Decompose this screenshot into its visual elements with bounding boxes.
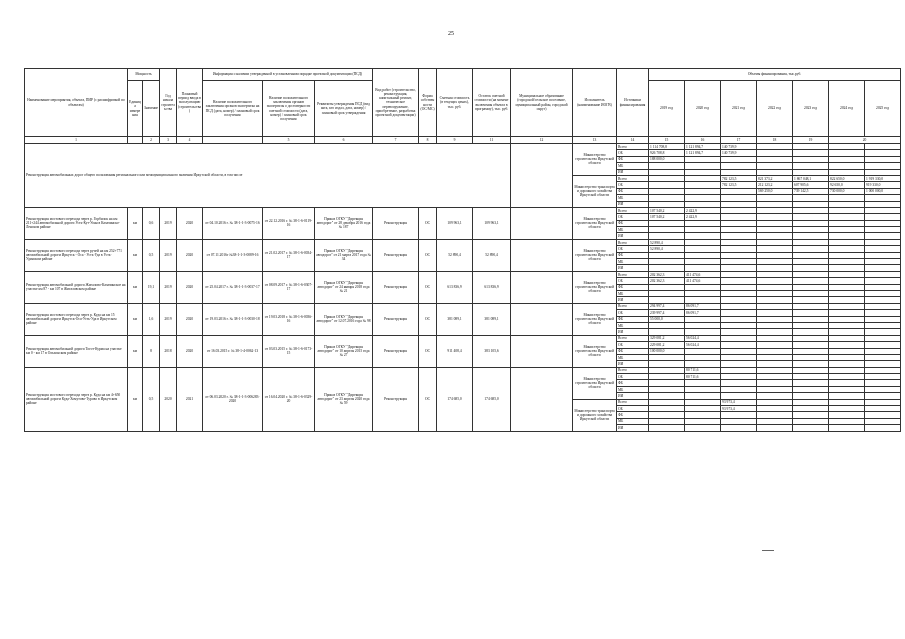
object-form: ОС [419,335,437,367]
executor-cell: Министерство строительства Иркутской области [573,335,617,367]
object-estimated: 52 890,4 [437,239,473,271]
object-estimated: 109 963,1 [437,207,473,239]
column-number: 12 [511,137,573,144]
funding-value [685,425,721,431]
object-remain: 174 685,0 [473,367,511,431]
funding-value: 56 024,4 [685,342,721,348]
funding-value: 411 474,6 [685,271,721,277]
object-cost: от 08.09.2017 г. № 38-1-6-0307-17 [263,271,315,303]
object-unit: км [128,271,143,303]
object-year-start: 2019 [160,303,177,335]
funding-source: Всего [617,271,649,277]
hdr-year-2025: 2025 год [865,81,901,137]
object-year-start: 2019 [160,239,177,271]
object-remain: 381 089,1 [473,303,511,335]
object-name: Реконструкция мостового перехода через р. Куда на км 15 автомобильной дороги Иркутск-Оса-Усть-Уда в Иркутском районе [25,303,128,335]
hdr-year-2020: 2020 год [685,81,721,137]
funding-source: ИИ [617,329,649,335]
funding-value: 782 123,5 [721,175,757,181]
hdr-value: Значение [143,81,160,137]
funding-source: ФБ [617,252,649,258]
object-cost: от 03.03.2015 г. № 38-1-6-0173-15 [263,335,315,367]
column-number: 17 [721,137,757,144]
object-year-start: 2020 [160,367,177,431]
funding-value: 239 997,4 [649,310,685,316]
hdr-form: Форма собственности (ОС/МС) [419,69,437,137]
funding-source: МБ [617,163,649,169]
funding-value: 52 890,4 [649,246,685,252]
funding-source: ФБ [617,156,649,162]
funding-source: ФБ [617,284,649,290]
object-year-start: 2019 [160,271,177,303]
object-estimated: 613 836,9 [437,271,473,303]
hdr-municipal: Муниципальное образование (городской/сельское поселение, муниципальный район, городской округ) [511,69,573,137]
table-header [25,69,901,144]
object-expert: от 19.03.2016 г. № 38-1-1-3-0030-18 [203,303,263,335]
funding-source: ФБ [617,188,649,194]
object-year-start: 2018 [160,335,177,367]
object-name: Реконструкция автомобильной дороги Тогот-Курма на участке км 0 - км 17 в Ольхонском районе [25,335,128,367]
funding-value: 202 362,3 [649,278,685,284]
funding-value [649,425,685,431]
column-number: 7 [373,137,419,144]
funding-value: 411 474,6 [685,278,721,284]
hdr-capacity: Мощность [128,69,160,81]
funding-value: 140 739,9 [721,150,757,156]
object-works: Реконструкция [373,303,419,335]
hdr-positive-expert: Наличие положительного заключения органов экспертизы на ПСД (дата, номер) / плановый срок получения [203,81,263,137]
funding-value: 294 997,4 [649,303,685,309]
object-works: Реконструкция [373,367,419,431]
funding-value: 229 081,2 [649,342,685,348]
funding-value: 100 000,0 [649,348,685,354]
object-requisites: Приказ ОГКУ "Дирекция автодорог" от 28 декабря 2016 года № 187 [315,207,373,239]
funding-source: ОБ [617,150,649,156]
object-value: 8 [143,335,160,367]
object-form: ОС [419,367,437,431]
funding-source: ИИ [617,265,649,271]
column-number-row [25,137,901,144]
object-expert: от 06.03.2020 г. № 38-1-1-3-006283-2020 [203,367,263,431]
object-value: 1,6 [143,303,160,335]
object-requisites: Приказ ОГКУ "Дирекция автодорог" от 21 марта 2017 года № 34 [315,239,373,271]
object-requisites: Приказ ОГКУ "Дирекция автодорог" от 24 января 2018 года № 21 [315,271,373,303]
executor-cell: Министерство строительства Иркутской области [573,303,617,335]
object-value: 19,1 [143,271,160,303]
funding-value: 202 362,3 [649,271,685,277]
funding-value: 821 373,2 [757,175,793,181]
object-municipal [511,207,573,239]
funding-source: Всего [617,335,649,341]
funding-value: 55 000,0 [649,316,685,322]
object-municipal [511,239,573,271]
funding-value: 782 123,5 [721,182,757,188]
object-value: 0,5 [143,239,160,271]
executor-cell: Министерство строительства Иркутской области [573,239,617,271]
funding-value: 607 905,6 [793,182,829,188]
object-estimated: 381 089,1 [437,303,473,335]
funding-value: 1 000 000,0 [865,188,901,194]
funding-value: 926 708,8 [649,150,685,156]
funding-value: 107 540,2 [649,214,685,220]
funding-value: 93 973,4 [721,399,757,405]
object-expert: от 04.10.2016 г. № 38-1-1-3-0075-16 [203,207,263,239]
funding-source: МБ [617,227,649,233]
object-form: ОС [419,271,437,303]
object-requisites: Приказ ОГКУ "Дирекция автодорог" от 10 апреля 2015 года № 27 [315,335,373,367]
object-form: ОС [419,303,437,335]
object-remain: 52 890,4 [473,239,511,271]
object-estimated: 911 408,4 [437,335,473,367]
funding-source: ОБ [617,310,649,316]
funding-source: МБ [617,195,649,201]
executor-cell: Министерство строительства Иркутской области [573,207,617,239]
column-number [128,137,143,144]
object-cost: от 21.02.2017 г. № 38-1-6-0034-17 [263,239,315,271]
table-body [25,144,901,432]
object-year-plan: 2020 [177,335,203,367]
hdr-name: Наименование мероприятия, объекта, ПИР (с расшифровкой по объектам) [25,69,128,137]
funding-source: МБ [617,418,649,424]
object-year-start: 2019 [160,207,177,239]
column-number: 4 [177,137,203,144]
column-number: 15 [649,137,685,144]
column-number: 16 [685,137,721,144]
funding-source: Всего [617,367,649,373]
funding-source: ОБ [617,214,649,220]
object-works: Реконструкция [373,271,419,303]
column-number: 13 [573,137,617,144]
funding-source: ИИ [617,425,649,431]
funding-source: ФБ [617,348,649,354]
funding-source: ИИ [617,201,649,207]
funding-value: 56 024,4 [685,335,721,341]
funding-value: 140 739,9 [721,144,757,150]
funding-source: ОБ [617,406,649,412]
group-title: Реконструкция автомобильных дорог общего пользования регионального или межмуниципального значения Иркутской области, в том числе [25,144,511,208]
funding-value: 1 919 330,0 [865,175,901,181]
funding-source: Всего [617,207,649,213]
hdr-year-start: Год начала строительства [160,69,177,137]
column-number: 18 [757,137,793,144]
funding-value: 329 081,2 [649,335,685,341]
object-year-plan: 2020 [177,239,203,271]
object-expert: от 07.11.2016г №38-1-1-3-0089-16 [203,239,263,271]
object-cost: от 22.12.2016 г. № 38-1-6-0119-16 [263,207,315,239]
hdr-year-2024: 2024 год [829,81,865,137]
object-unit: км [128,207,143,239]
object-municipal [511,335,573,367]
column-number: 14 [617,137,649,144]
funding-value [721,425,757,431]
funding-value [757,425,793,431]
hdr-estimated: Сметная стоимость (в текущих ценах), тыс. руб. [437,69,473,137]
column-number: 2 [143,137,160,144]
object-year-plan: 2020 [177,271,203,303]
funding-source: ИИ [617,393,649,399]
funding-value: 80 711,6 [685,374,721,380]
funding-source: ФБ [617,316,649,322]
page-number: 25 [448,31,454,37]
funding-value: 92 650,0 [829,182,865,188]
hdr-funding: Объемы финансирования, тыс.руб. [649,69,901,81]
funding-value [829,425,865,431]
object-name: Реконструкция автомобильной дороги Жигалово-Казачинское на участке км 87 - км 107 в Жигаловском районе [25,271,128,303]
object-works: Реконструкция [373,239,419,271]
funding-value: 2 422,9 [685,207,721,213]
column-number: 1 [25,137,128,144]
object-remain: 383 105,6 [473,335,511,367]
funding-value: 86 091,7 [685,303,721,309]
funding-source: Всего [617,144,649,150]
funding-value: 919 330,0 [865,182,901,188]
column-number: 9 [437,137,473,144]
object-year-plan: 2020 [177,303,203,335]
object-year-plan: 2020 [177,207,203,239]
hdr-unit: Единица измерения [128,81,143,137]
hdr-year-plan: Плановый период ввода в эксплуатацию (строительства) [177,69,203,137]
column-number: 11 [473,137,511,144]
funding-source: МБ [617,259,649,265]
funding-source: ОБ [617,278,649,284]
executor-cell: Министерство транспорта и дорожного хозяйства Иркутской области [573,399,617,431]
object-value: 0,6 [143,207,160,239]
funding-source: ОБ [617,342,649,348]
hdr-works: Вид работ (строительство, реконструкция, капитальный ремонт, техническое перевооружение, приобретение, разработка проектной документации) [373,69,419,137]
executor-cell: Министерство строительства Иркутской области [573,144,617,176]
funding-value [865,425,901,431]
funding-value: 93 973,4 [721,406,757,412]
object-estimated: 174 685,0 [437,367,473,431]
hdr-positive-cost: Наличие положительного заключения органов экспертизы о достоверности сметной стоимости (дата, номер) / плановый срок получения [263,81,315,137]
hdr-requisites: Реквизиты утверждения ПСД (вид акта, кто издал, дата, номер) / плановый срок утверждения [315,81,373,137]
funding-source: ИИ [617,361,649,367]
funding-value: 86 091,7 [685,310,721,316]
hdr-sources: Источники финансирования [617,69,649,137]
funding-source: ОБ [617,374,649,380]
column-number [203,137,263,144]
funding-source: МБ [617,386,649,392]
object-requisites: Приказ ОГКУ "Дирекция автодорог" от 12.07.2016 года № 98 [315,303,373,335]
funding-value: 730 000,0 [829,188,865,194]
funding-source: ИИ [617,297,649,303]
funding-source: ФБ [617,220,649,226]
funding-value: 2 422,9 [685,214,721,220]
object-value: 0,5 [143,367,160,431]
column-number: 8 [419,137,437,144]
funding-source: ФБ [617,380,649,386]
funding-value: 80 711,6 [685,367,721,373]
executor-cell: Министерство строительства Иркутской области [573,367,617,399]
object-works: Реконструкция [373,335,419,367]
investment-program-table [24,68,901,432]
object-form: ОС [419,239,437,271]
funding-source: МБ [617,322,649,328]
funding-source: МБ [617,354,649,360]
object-name: Реконструкция мостового перехода через р. Горбилок на км 211+244 автомобильной дороги Усть-Кут-Уоян в Казачинско-Ленском районе [25,207,128,239]
funding-value: 212 123,2 [757,182,793,188]
object-name: Реконструкция мостового перехода через р. Куда на км 4+650 автомобильной дороги Куда-Хомутово-Турово в Иркутском районе [25,367,128,431]
object-cost: от 19.03.2018 г. № 38-1-6-0036-16 [263,303,315,335]
funding-source: Всего [617,175,649,181]
object-unit: км [128,367,143,431]
funding-source: ИИ [617,169,649,175]
object-municipal [511,271,573,303]
column-number: 19 [793,137,829,144]
executor-cell: Министерство строительства Иркутской области [573,271,617,303]
funding-source: ИИ [617,233,649,239]
funding-value: 569 250,0 [757,188,793,194]
funding-value: 52 890,4 [649,239,685,245]
funding-source: Всего [617,399,649,405]
object-cost: от 16.04.2020 г. № 38-1-6-0329-20 [263,367,315,431]
object-year-plan: 2021 [177,367,203,431]
column-number: 20 [829,137,901,144]
object-remain: 613 836,9 [473,271,511,303]
funding-source: МБ [617,290,649,296]
funding-source: Всего [617,303,649,309]
funding-source: ФБ [617,412,649,418]
funding-value: 1 114 708,8 [649,144,685,150]
object-expert: от 16.03.2015 г. № 38-1-4-0062-13 [203,335,263,367]
hdr-executor: Исполнитель (наименование ИОГВ) [573,69,617,137]
hdr-psd-info: Информация о наличии утвержденной в установленном порядке проектной документации (ПСД) [203,69,373,81]
funding-value: 1 867 048,1 [793,175,829,181]
column-number: 3 [160,137,177,144]
funding-value: 1 121 894,7 [685,150,721,156]
funding-source: ОБ [617,246,649,252]
funding-value: 822 650,0 [829,175,865,181]
hdr-remain: Остаток сметной стоимости (на момент включения объекта в программу), тыс. руб. [473,69,511,137]
funding-value: 107 540,2 [649,207,685,213]
object-unit: км [128,239,143,271]
object-expert: от 25.04.2017 г. № 38-1-1-3-0037-17 [203,271,263,303]
object-works: Реконструкция [373,207,419,239]
hdr-year-2019: 2019 год [649,81,685,137]
object-form: ОС [419,207,437,239]
object-name: Реконструкция мостового перехода через ручей на км 252+771 автомобильной дороги Иркутск - Оса - Усть-Уда в Усть-Удинском районе [25,239,128,271]
object-unit: км [128,303,143,335]
hdr-year-2022: 2022 год [757,81,793,137]
funding-value: 188 000,0 [649,156,685,162]
executor-cell: Министерство транспорта и дорожного хозяйства Иркутской области [573,175,617,207]
funding-source: ОБ [617,182,649,188]
funding-source: Всего [617,239,649,245]
object-requisites: Приказ ОГКУ "Дирекция автодорог" от 23 апреля 2020 года № 59 [315,367,373,431]
margin-mark [762,550,774,551]
funding-value [793,425,829,431]
municipal-cell [511,144,573,208]
hdr-year-2023: 2023 год [793,81,829,137]
object-remain: 109 963,1 [473,207,511,239]
object-municipal [511,367,573,431]
column-number: 6 [315,137,373,144]
funding-value: 739 142,5 [793,188,829,194]
column-number: 5 [263,137,315,144]
funding-value: 1 121 894,7 [685,144,721,150]
object-municipal [511,303,573,335]
hdr-year-2021: 2021 год [721,81,757,137]
object-unit: км [128,335,143,367]
